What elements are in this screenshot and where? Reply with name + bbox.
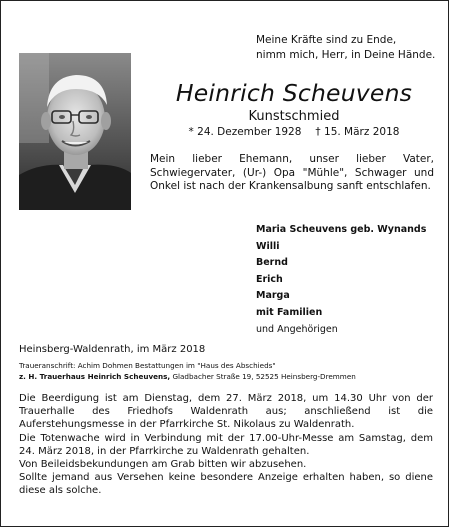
portrait-photo-image — [19, 53, 131, 210]
mourner: Bernd — [256, 257, 288, 269]
address-street: Gladbacher Straße 19, 52525 Heinsberg-Dremmen — [170, 371, 356, 381]
address-line-2 — [19, 372, 356, 383]
life-dates — [150, 126, 438, 138]
funeral-paragraph: Von Beileidsbekundungen am Grab bitten wir abzusehen. — [19, 459, 307, 471]
death-date: † 15. März 2018 — [315, 126, 400, 138]
funeral-paragraph: Die Totenwache wird in Verbindung mit der 17.00-Uhr-Messe am Samstag, dem 24. März 2018, in der Pfarrkirche zu Waldenrath gehalten. — [19, 432, 433, 457]
funeral-details — [19, 392, 433, 498]
deceased-profession: Kunstschmied — [248, 109, 340, 124]
funeral-paragraph: Die Beerdigung ist am Dienstag, dem 27. März 2018, um 14.30 Uhr von der Trauerhalle des Friedhofs Waldenrath aus; anschließend ist die Auferstehungsmesse in der Pfarrkirche St. Nikolaus zu Waldenrath. — [19, 393, 433, 431]
funeral-paragraph: Sollte jemand aus Versehen keine besondere Anzeige erhalten haben, so diene diese als solche. — [19, 472, 433, 497]
motto — [256, 33, 435, 63]
mourners-closing: und Angehörigen — [256, 323, 338, 335]
portrait-photo — [19, 53, 131, 210]
mourning-address — [19, 361, 356, 382]
intro-text: Mein lieber Ehemann, unser lieber Vater, Schwiegervater, (Ur-) Opa "Mühle", Schwager und Onkel ist nach der Krankensalbung sanft entschlafen. — [150, 153, 434, 193]
motto-line-1: Meine Kräfte sind zu Ende, — [256, 34, 397, 46]
mourner: Marga — [256, 290, 290, 302]
mourner: Erich — [256, 273, 283, 285]
address-line-1: Traueranschrift: Achim Dohmen Bestattungen im "Haus des Abschieds" — [19, 361, 276, 370]
mourner: mit Familien — [256, 306, 323, 318]
address-recipient: z. H. Trauerhaus Heinrich Scheuvens, — [19, 371, 171, 381]
deceased-name: Heinrich Scheuvens — [175, 79, 413, 107]
place-date: Heinsberg-Waldenrath, im März 2018 — [19, 344, 206, 355]
mourner: Maria Scheuvens geb. Wynands — [256, 224, 427, 235]
mourner: Willi — [256, 240, 280, 252]
mourners-list — [256, 222, 426, 338]
motto-line-2: nimm mich, Herr, in Deine Hände. — [256, 49, 436, 61]
birth-date: * 24. Dezember 1928 — [188, 126, 302, 138]
